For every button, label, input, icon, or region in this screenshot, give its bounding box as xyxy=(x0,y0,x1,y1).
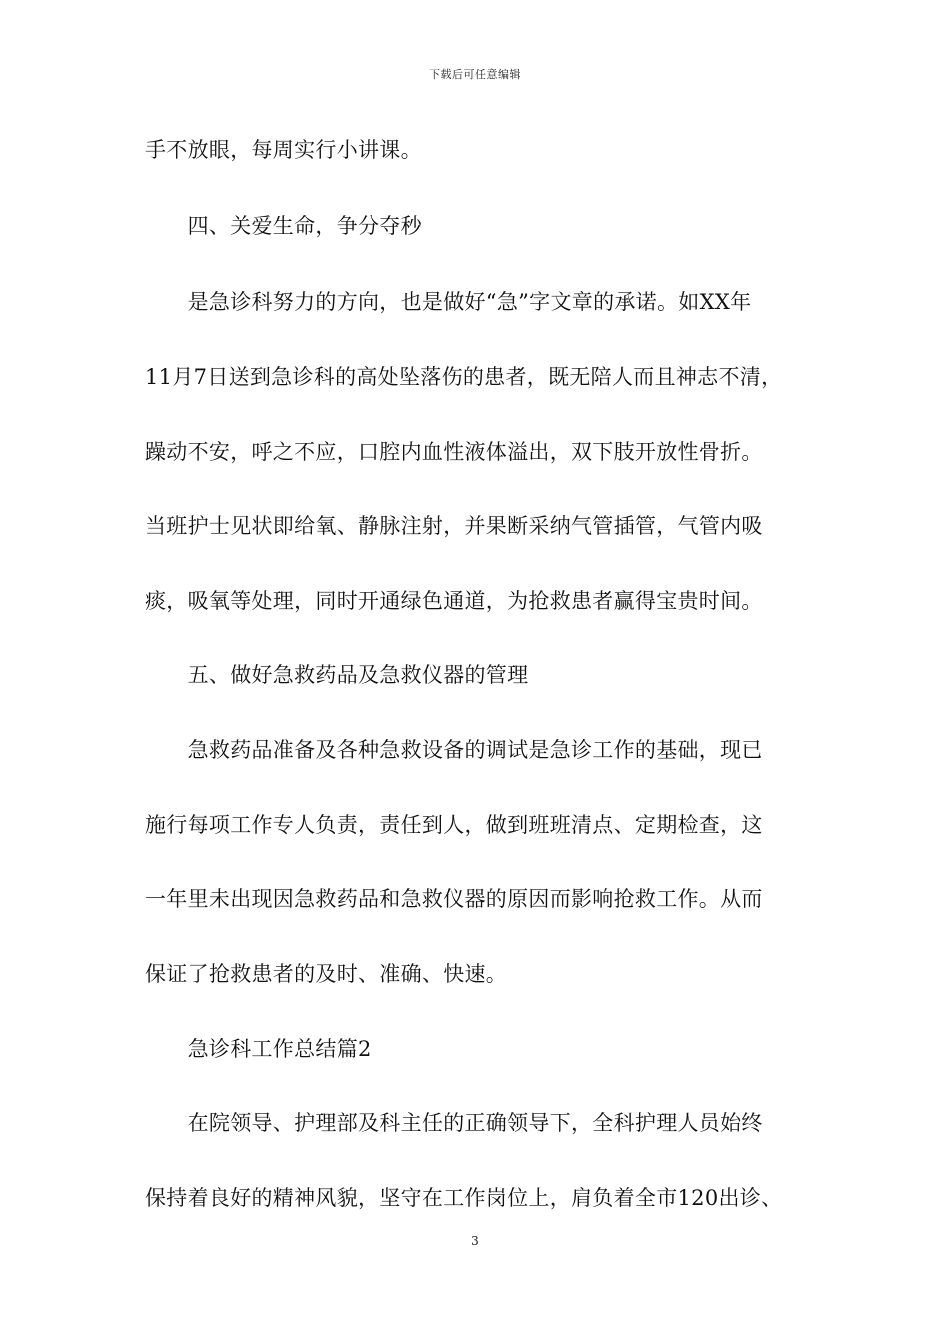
section-heading: 五、做好急救药品及急救仪器的管理 xyxy=(145,663,529,687)
body-line: 当班护士见状即给氧、静脉注射，并果断采纳气管插管，气管内吸 xyxy=(145,514,763,538)
page-number: 3 xyxy=(471,1234,479,1248)
body-line: 急救药品准备及各种急救设备的调试是急诊工作的基础，现已 xyxy=(145,738,763,762)
body-line: 躁动不安，呼之不应，口腔内血性液体溢出，双下肢开放性骨折。 xyxy=(145,440,763,464)
page-header: 下载后可任意编辑 xyxy=(429,68,521,81)
body-line: 一年里未出现因急救药品和急救仪器的原因而影响抢救工作。从而 xyxy=(145,887,763,911)
body-line: 痰，吸氧等处理，同时开通绿色通道，为抢救患者赢得宝贵时间。 xyxy=(145,589,763,613)
body-line: 保证了抢救患者的及时、准确、快速。 xyxy=(145,962,508,986)
body-line: 在院领导、护理部及科主任的正确领导下，全科护理人员始终 xyxy=(145,1111,763,1135)
section-heading: 四、关爱生命，争分夺秒 xyxy=(145,214,422,238)
body-line: 手不放眼，每周实行小讲课。 xyxy=(145,138,422,162)
body-line: 施行每项工作专人负责，责任到人，做到班班清点、定期检查，这 xyxy=(145,813,763,837)
body-line: 是急诊科努力的方向，也是做好“急”字文章的承诺。如XX年 xyxy=(145,290,752,314)
body-line: 11月7日送到急诊科的高处坠落伤的患者，既无陪人而且神志不清， xyxy=(145,365,783,389)
body-line: 保持着良好的精神风貌，坚守在工作岗位上，肩负着全市120出诊、 xyxy=(145,1186,783,1210)
section-heading: 急诊科工作总结篇2 xyxy=(145,1037,372,1061)
